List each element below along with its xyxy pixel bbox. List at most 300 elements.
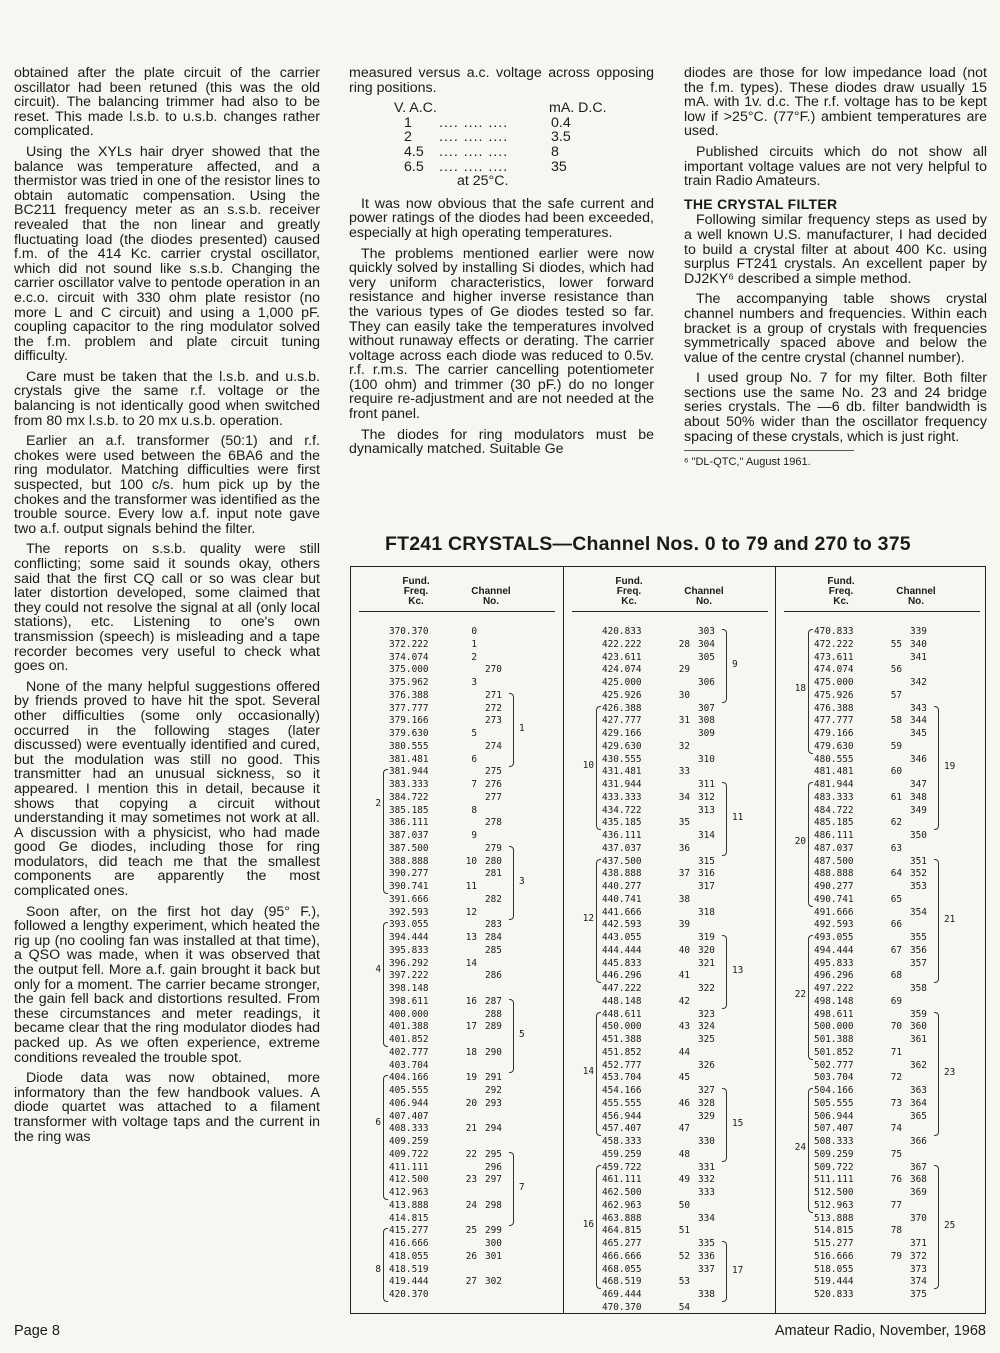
channel-number: 311 bbox=[698, 779, 715, 790]
crystal-frequency: 485.185 bbox=[814, 817, 854, 829]
channel-number: 57 bbox=[890, 689, 902, 701]
crystal-frequency: 381.944 bbox=[389, 766, 429, 778]
crystal-frequency: 438.888 bbox=[602, 868, 642, 880]
crystal-frequency: 469.444 bbox=[602, 1289, 642, 1300]
channel-number: 58 bbox=[890, 715, 902, 727]
channel-number: 290 bbox=[485, 1046, 502, 1058]
crystal-frequency: 459.259 bbox=[602, 1148, 642, 1160]
group-number: 11 bbox=[732, 811, 744, 823]
crystal-frequency: 436.111 bbox=[602, 830, 642, 841]
crystal-frequency: 396.292 bbox=[389, 957, 429, 969]
channel-number: 8 bbox=[471, 804, 477, 816]
crystal-frequency: 374.074 bbox=[389, 651, 429, 663]
channel-number: 324 bbox=[698, 1021, 715, 1033]
crystal-frequency: 394.444 bbox=[389, 932, 429, 943]
channel-number: 273 bbox=[485, 715, 502, 727]
vac-row bbox=[349, 145, 654, 160]
channel-number: 63 bbox=[890, 842, 902, 854]
group-bracket bbox=[934, 1165, 939, 1290]
channel-number: 78 bbox=[890, 1225, 902, 1237]
crystal-frequency: 453.704 bbox=[602, 1072, 642, 1084]
group-number: 9 bbox=[732, 658, 738, 670]
channel-number: 370 bbox=[910, 1212, 927, 1224]
channel-number: 1 bbox=[471, 638, 477, 650]
crystal-frequency: 454.166 bbox=[602, 1085, 642, 1096]
channel-number: 3 bbox=[471, 677, 477, 688]
channel-number: 59 bbox=[890, 740, 902, 752]
article-paragraph: The accompanying table shows crystal channel numbers and frequencies. Within each bracket is a group of crystals with frequencies symmetrically spaced above and below the value of the centre crystal (channel number). bbox=[684, 291, 987, 366]
crystal-frequency: 379.630 bbox=[389, 728, 429, 739]
crystal-frequency: 502.777 bbox=[814, 1059, 854, 1071]
group-number: 21 bbox=[944, 913, 956, 925]
channel-number: 17 bbox=[465, 1021, 477, 1033]
crystal-frequency: 492.593 bbox=[814, 919, 854, 931]
channel-number: 359 bbox=[910, 1008, 927, 1020]
crystal-frequency: 470.833 bbox=[814, 626, 854, 637]
channel-number: 374 bbox=[910, 1276, 927, 1288]
freq-header-line: Kc. bbox=[621, 596, 637, 607]
crystal-frequency: 476.388 bbox=[814, 702, 854, 714]
channel-number: 46 bbox=[678, 1097, 690, 1109]
crystal-frequency: 375.962 bbox=[389, 677, 429, 688]
channel-number: 371 bbox=[910, 1238, 927, 1249]
crystal-frequency: 513.888 bbox=[814, 1212, 854, 1224]
channel-number: 62 bbox=[890, 817, 902, 829]
crystal-frequency: 448.611 bbox=[602, 1008, 642, 1020]
crystal-frequency: 475.000 bbox=[814, 677, 854, 688]
group-number: 14 bbox=[582, 1065, 594, 1077]
crystal-frequency: 387.037 bbox=[389, 830, 429, 841]
crystal-frequency: 451.388 bbox=[602, 1034, 642, 1045]
channel-number: 336 bbox=[698, 1250, 715, 1262]
channel-number: 26 bbox=[465, 1250, 477, 1262]
channel-number: 14 bbox=[465, 957, 477, 969]
crystal-frequency: 486.111 bbox=[814, 830, 854, 841]
channel-number: 367 bbox=[910, 1161, 927, 1173]
crystal-frequency: 475.926 bbox=[814, 689, 854, 701]
channel-number: 66 bbox=[890, 919, 902, 931]
group-bracket bbox=[934, 859, 939, 984]
group-bracket bbox=[383, 769, 388, 894]
group-number: 20 bbox=[794, 836, 806, 848]
channel-number: 45 bbox=[678, 1072, 690, 1084]
channel-number: 280 bbox=[485, 855, 502, 867]
channel-number: 286 bbox=[485, 970, 502, 982]
freq-header bbox=[806, 577, 876, 607]
crystal-frequency: 490.277 bbox=[814, 881, 854, 892]
channel-number: 72 bbox=[890, 1072, 902, 1084]
crystal-frequency: 427.777 bbox=[602, 715, 642, 727]
crystal-frequency: 512.963 bbox=[814, 1199, 854, 1211]
crystal-frequency: 412.963 bbox=[389, 1187, 429, 1198]
crystal-frequency: 404.166 bbox=[389, 1072, 429, 1084]
channel-number: 35 bbox=[678, 817, 690, 829]
crystal-frequency: 446.296 bbox=[602, 970, 642, 982]
crystal-frequency: 458.333 bbox=[602, 1136, 642, 1147]
group-bracket bbox=[722, 1088, 727, 1162]
crystal-frequency: 413.888 bbox=[389, 1199, 429, 1211]
channel-number: 5 bbox=[471, 728, 477, 739]
freq-header-line: Kc. bbox=[833, 596, 849, 607]
crystal-frequency: 415.277 bbox=[389, 1225, 429, 1237]
channel-number: 344 bbox=[910, 715, 927, 727]
group-number: 25 bbox=[944, 1219, 956, 1231]
crystal-frequency: 414.815 bbox=[389, 1212, 429, 1224]
crystal-frequency: 422.222 bbox=[602, 638, 642, 650]
channel-number: 38 bbox=[678, 893, 690, 905]
channel-number: 49 bbox=[678, 1174, 690, 1186]
crystal-frequency: 437.037 bbox=[602, 842, 642, 854]
crystal-frequency: 402.777 bbox=[389, 1046, 429, 1058]
crystal-frequency: 440.741 bbox=[602, 893, 642, 905]
crystal-frequency: 490.741 bbox=[814, 893, 854, 905]
channel-number: 48 bbox=[678, 1148, 690, 1160]
channel-number: 33 bbox=[678, 766, 690, 778]
channel-number: 71 bbox=[890, 1046, 902, 1058]
channel-number: 292 bbox=[485, 1085, 502, 1096]
channel-number: 364 bbox=[910, 1097, 927, 1109]
freq-header-line: Freq. bbox=[403, 586, 429, 597]
channel-number: 28 bbox=[678, 638, 690, 650]
vac-value: 6.5 bbox=[404, 158, 424, 175]
vac-value: 4.5 bbox=[404, 143, 424, 160]
channel-number: 61 bbox=[890, 791, 902, 803]
article-paragraph: obtained after the plate circuit of the carrier oscillator had been retuned (this was the old circuit). The balancing trimmer had also to be reset. This made l.s.b. to u.s.b. changes rather complicated. bbox=[14, 65, 320, 140]
group-bracket bbox=[722, 935, 727, 1009]
crystal-frequency: 450.000 bbox=[602, 1021, 642, 1033]
channel-number: 296 bbox=[485, 1161, 502, 1173]
channel-header-line: Channel bbox=[896, 586, 936, 597]
channel-header-line: No. bbox=[482, 596, 500, 607]
crystal-frequency: 381.481 bbox=[389, 753, 429, 765]
channel-number: 306 bbox=[698, 677, 715, 688]
channel-number: 79 bbox=[890, 1250, 902, 1262]
article-column-1 bbox=[14, 66, 320, 1150]
channel-number: 56 bbox=[890, 664, 902, 676]
crystal-frequency: 388.888 bbox=[389, 855, 429, 867]
channel-number: 325 bbox=[698, 1034, 715, 1045]
group-bracket bbox=[383, 1228, 388, 1302]
article-column-3 bbox=[684, 66, 987, 470]
crystal-frequency: 442.593 bbox=[602, 919, 642, 931]
publication-footer: Amateur Radio, November, 1968 bbox=[774, 1323, 986, 1339]
crystal-frequency: 425.000 bbox=[602, 677, 642, 688]
channel-number: 309 bbox=[698, 728, 715, 739]
channel-number: 310 bbox=[698, 753, 715, 765]
crystal-frequency: 431.481 bbox=[602, 766, 642, 778]
crystal-frequency: 455.555 bbox=[602, 1097, 642, 1109]
channel-number: 289 bbox=[485, 1021, 502, 1033]
crystal-frequency: 479.630 bbox=[814, 740, 854, 752]
group-bracket bbox=[808, 629, 813, 754]
channel-number: 25 bbox=[465, 1225, 477, 1237]
crystal-frequency: 424.074 bbox=[602, 664, 642, 676]
crystal-frequency: 437.500 bbox=[602, 855, 642, 867]
crystal-frequency: 448.148 bbox=[602, 995, 642, 1007]
group-number: 16 bbox=[582, 1218, 594, 1230]
channel-number: 318 bbox=[698, 906, 715, 918]
crystal-frequency: 443.055 bbox=[602, 932, 642, 943]
crystal-frequency: 398.611 bbox=[389, 995, 429, 1007]
channel-number: 337 bbox=[698, 1263, 715, 1275]
group-number: 19 bbox=[944, 760, 956, 772]
crystal-frequency: 397.222 bbox=[389, 970, 429, 982]
crystal-frequency: 481.481 bbox=[814, 766, 854, 778]
channel-number: 288 bbox=[485, 1008, 502, 1020]
article-paragraph: It was now obvious that the safe current and power ratings of the diodes had been exceeded, especially at high operating temperatures. bbox=[349, 195, 654, 241]
crystal-frequency: 409.259 bbox=[389, 1136, 429, 1147]
crystal-frequency: 519.444 bbox=[814, 1276, 854, 1288]
crystal-frequency: 376.388 bbox=[389, 689, 429, 701]
channel-number: 55 bbox=[890, 638, 902, 650]
channel-number: 358 bbox=[910, 983, 927, 994]
crystal-frequency: 514.815 bbox=[814, 1225, 854, 1237]
channel-number: 354 bbox=[910, 906, 927, 918]
group-bracket bbox=[509, 999, 514, 1073]
crystal-frequency: 507.407 bbox=[814, 1123, 854, 1135]
group-number: 22 bbox=[794, 989, 806, 1001]
crystal-frequency: 512.500 bbox=[814, 1187, 854, 1198]
ma-value: 35 bbox=[551, 158, 567, 175]
channel-number: 333 bbox=[698, 1187, 715, 1198]
crystal-frequency: 392.593 bbox=[389, 906, 429, 918]
crystal-frequency: 420.370 bbox=[389, 1289, 429, 1300]
channel-number: 272 bbox=[485, 702, 502, 714]
channel-header bbox=[461, 587, 521, 607]
channel-number: 304 bbox=[698, 638, 715, 650]
group-bracket bbox=[808, 782, 813, 907]
crystal-frequency: 506.944 bbox=[814, 1110, 854, 1122]
group-bracket bbox=[934, 706, 939, 831]
crystal-frequency: 503.704 bbox=[814, 1072, 854, 1084]
article-paragraph: Care must be taken that the l.s.b. and u.s.b. crystals give the same r.f. voltage or the balancing is not identically good when switched from 80 mx l.s.b. to 20 mx u.s.b. operation. bbox=[14, 368, 320, 429]
group-number: 3 bbox=[519, 875, 525, 887]
channel-number: 308 bbox=[698, 715, 715, 727]
crystal-frequency: 505.555 bbox=[814, 1097, 854, 1109]
crystal-frequency: 491.666 bbox=[814, 906, 854, 918]
channel-number: 2 bbox=[471, 651, 477, 663]
crystal-frequency: 494.444 bbox=[814, 944, 854, 956]
vac-header-vac: V. A.C. bbox=[394, 100, 437, 117]
channel-number: 342 bbox=[910, 677, 927, 688]
crystal-frequency: 451.852 bbox=[602, 1046, 642, 1058]
group-bracket bbox=[722, 629, 727, 703]
channel-number: 278 bbox=[485, 817, 502, 829]
freq-header-line: Kc. bbox=[408, 596, 424, 607]
channel-number: 40 bbox=[678, 944, 690, 956]
crystal-frequency: 379.166 bbox=[389, 715, 429, 727]
group-bracket bbox=[722, 1241, 727, 1302]
channel-number: 6 bbox=[471, 753, 477, 765]
vac-row bbox=[349, 130, 654, 145]
crystal-frequency: 372.222 bbox=[389, 638, 429, 650]
channel-header bbox=[674, 587, 734, 607]
col3-intro: diodes are those for low impedance load (not the f.m. types). These diodes draw usually 15 mA. with 1v. d.c. The r.f. voltage has to be kept low if >25°C. (77°F.) ambient temperatures are used. bbox=[684, 65, 987, 140]
crystal-frequency: 477.777 bbox=[814, 715, 854, 727]
crystal-frequency: 412.500 bbox=[389, 1174, 429, 1186]
crystal-frequency: 440.277 bbox=[602, 881, 642, 892]
channel-header-line: No. bbox=[907, 596, 925, 607]
crystal-frequency: 370.370 bbox=[389, 626, 429, 637]
group-bracket bbox=[383, 1075, 388, 1200]
crystal-frequency: 375.000 bbox=[389, 664, 429, 676]
article-paragraph: Earlier an a.f. transformer (50:1) and r.f. chokes were used between the 6BA6 and the ring modulator. Matching difficulties were first suspected, but 100 c/s. hum pick up by the chokes and the transformer was identified as the trouble source. Every low a.f. input note gave two a.f. output signals behind the filter. bbox=[14, 433, 320, 537]
channel-number: 271 bbox=[485, 689, 502, 701]
crystal-frequency: 435.185 bbox=[602, 817, 642, 829]
crystal-frequency: 479.166 bbox=[814, 728, 854, 739]
channel-number: 331 bbox=[698, 1161, 715, 1173]
channel-number: 323 bbox=[698, 1008, 715, 1020]
channel-header-line: Channel bbox=[684, 586, 724, 597]
channel-number: 355 bbox=[910, 932, 927, 943]
leader-dots: .... .... .... bbox=[439, 143, 509, 160]
channel-number: 353 bbox=[910, 881, 927, 892]
channel-number: 21 bbox=[465, 1123, 477, 1135]
group-bracket bbox=[596, 706, 601, 831]
channel-number: 287 bbox=[485, 995, 502, 1007]
channel-number: 369 bbox=[910, 1187, 927, 1198]
crystal-column bbox=[775, 567, 988, 1313]
article-paragraph: Diode data was now obtained, more informatory than the few handbook values. A diode quartet was attached to a filament transformer with voltage taps and the current in the ring was bbox=[14, 1070, 320, 1145]
article-paragraph: Soon after, on the first hot day (95° F.), followed a lengthy experiment, which heated the rig up (no cooling fan was installed at that time), a QSO was made, when it was observed that the output fell. More a.f. gain brought it back but only for a moment. The carrier became stronger, the gain fell back and distortions resulted. From these circumstances and meter readings, it became clear that the ring modulator diodes had packed up. As we often experience, extreme conditions revealed the trouble spot. bbox=[14, 903, 320, 1066]
crystal-frequency: 515.277 bbox=[814, 1238, 854, 1249]
channel-number: 327 bbox=[698, 1085, 715, 1096]
channel-number: 317 bbox=[698, 881, 715, 892]
leader-dots: .... .... .... bbox=[439, 114, 509, 131]
vac-table bbox=[349, 101, 654, 189]
col2-intro: measured versus a.c. voltage across opposing ring positions. bbox=[349, 65, 654, 96]
article-paragraph: The diodes for ring modulators must be dynamically matched. Suitable Ge bbox=[349, 426, 654, 458]
channel-number: 39 bbox=[678, 919, 690, 931]
crystal-frequency: 493.055 bbox=[814, 932, 854, 943]
channel-number: 42 bbox=[678, 995, 690, 1007]
group-number: 13 bbox=[732, 964, 744, 976]
channel-number: 12 bbox=[465, 906, 477, 918]
group-bracket bbox=[808, 1088, 813, 1213]
crystal-frequency: 463.888 bbox=[602, 1212, 642, 1224]
channel-number: 372 bbox=[910, 1250, 927, 1262]
channel-number: 281 bbox=[485, 868, 502, 880]
crystal-frequency: 409.722 bbox=[389, 1148, 429, 1160]
channel-number: 76 bbox=[890, 1174, 902, 1186]
group-bracket bbox=[934, 1012, 939, 1137]
channel-number: 322 bbox=[698, 983, 715, 994]
channel-number: 69 bbox=[890, 995, 902, 1007]
vac-row bbox=[349, 116, 654, 131]
crystal-frequency: 401.388 bbox=[389, 1021, 429, 1033]
group-number: 2 bbox=[375, 798, 381, 810]
vac-temp: at 25°C. bbox=[457, 173, 509, 190]
crystal-frequency: 430.555 bbox=[602, 753, 642, 765]
article-paragraph: I used group No. 7 for my filter. Both filter sections use the same No. 23 and 24 bridge series crystals. The —6 db. filter bandwidth is about 50% wider than the oscillator frequency spacing of these crystals, which is just right. bbox=[684, 370, 987, 445]
channel-number: 347 bbox=[910, 779, 927, 790]
group-number: 15 bbox=[732, 1117, 744, 1129]
group-bracket bbox=[722, 782, 727, 856]
footnote: ⁶ "DL-QTC," August 1961. bbox=[684, 450, 854, 470]
group-number: 7 bbox=[519, 1181, 525, 1193]
col3-paragraph: Published circuits which do not show all important voltage values are not very helpful to train Radio Amateurs. bbox=[684, 143, 987, 190]
channel-number: 360 bbox=[910, 1021, 927, 1033]
crystal-frequency: 456.944 bbox=[602, 1110, 642, 1122]
channel-number: 9 bbox=[471, 830, 477, 841]
crystal-frequency: 484.722 bbox=[814, 804, 854, 816]
crystal-frequency: 406.944 bbox=[389, 1097, 429, 1109]
channel-number: 295 bbox=[485, 1148, 502, 1160]
channel-number: 18 bbox=[465, 1046, 477, 1058]
channel-number: 32 bbox=[678, 740, 690, 752]
freq-header-line: Fund. bbox=[827, 576, 855, 587]
channel-header-line: No. bbox=[695, 596, 713, 607]
crystal-frequency: 452.777 bbox=[602, 1059, 642, 1071]
crystal-frequency: 384.722 bbox=[389, 791, 429, 803]
crystal-frequency: 401.852 bbox=[389, 1034, 429, 1045]
crystal-frequency: 466.666 bbox=[602, 1250, 642, 1262]
crystal-frequency: 473.611 bbox=[814, 651, 854, 663]
channel-number: 341 bbox=[910, 651, 927, 663]
crystal-frequency: 403.704 bbox=[389, 1059, 429, 1071]
crystal-frequency: 518.055 bbox=[814, 1263, 854, 1275]
crystal-frequency: 386.111 bbox=[389, 817, 429, 829]
crystal-frequency: 508.333 bbox=[814, 1136, 854, 1147]
group-bracket bbox=[596, 1012, 601, 1137]
crystal-frequency: 462.500 bbox=[602, 1187, 642, 1198]
article-paragraph: None of the many helpful suggestions offered by friends proved to have hit the spot. Several other difficulties (some only occasionally) occurred in the following stages (later discussed) were eventually identified and cured, but the modulation was still no good. This transmitter had an unusual sickness, so it appeared. I mention this in detail, because it shows that copying a circuit without understanding it may sometimes not work at all. A discussion with a physicist, who had made good Ge diodes, including those for ring modulators, did teach me that the smallest components are apparently the most complicated ones. bbox=[14, 678, 320, 900]
channel-number: 52 bbox=[678, 1250, 690, 1262]
channel-number: 19 bbox=[465, 1072, 477, 1084]
freq-header-line: Fund. bbox=[402, 576, 430, 587]
channel-number: 65 bbox=[890, 893, 902, 905]
crystal-frequency: 425.926 bbox=[602, 689, 642, 701]
freq-header-line: Freq. bbox=[616, 586, 642, 597]
crystal-frequency: 509.259 bbox=[814, 1148, 854, 1160]
channel-number: 285 bbox=[485, 944, 502, 956]
crystal-frequency: 434.722 bbox=[602, 804, 642, 816]
crystal-frequency: 520.833 bbox=[814, 1289, 854, 1300]
channel-number: 305 bbox=[698, 651, 715, 663]
header-rule bbox=[359, 611, 555, 612]
crystal-frequency: 496.296 bbox=[814, 970, 854, 982]
channel-number: 54 bbox=[678, 1301, 690, 1313]
group-bracket bbox=[596, 1165, 601, 1290]
channel-number: 297 bbox=[485, 1174, 502, 1186]
channel-number: 300 bbox=[485, 1238, 502, 1249]
channel-number: 276 bbox=[485, 779, 502, 790]
channel-number: 274 bbox=[485, 740, 502, 752]
group-number: 5 bbox=[519, 1028, 525, 1040]
channel-number: 277 bbox=[485, 791, 502, 803]
crystal-frequency: 497.222 bbox=[814, 983, 854, 994]
freq-header-line: Fund. bbox=[615, 576, 643, 587]
channel-number: 75 bbox=[890, 1148, 902, 1160]
channel-number: 366 bbox=[910, 1136, 927, 1147]
channel-number: 36 bbox=[678, 842, 690, 854]
crystal-table bbox=[350, 566, 986, 1314]
crystal-frequency: 407.407 bbox=[389, 1110, 429, 1122]
channel-number: 343 bbox=[910, 702, 927, 714]
channel-header bbox=[886, 587, 946, 607]
channel-number: 330 bbox=[698, 1136, 715, 1147]
ma-value: 8 bbox=[551, 143, 559, 160]
channel-number: 340 bbox=[910, 638, 927, 650]
channel-number: 73 bbox=[890, 1097, 902, 1109]
ma-value: 3.5 bbox=[551, 129, 571, 146]
channel-number: 335 bbox=[698, 1238, 715, 1249]
channel-number: 375 bbox=[910, 1289, 927, 1300]
channel-number: 319 bbox=[698, 932, 715, 943]
article-paragraph: Using the XYLs hair dryer showed that the balance was temperature affected, and a thermistor was tried in one of the resistor lines to obtain automatic compensation. Using the BC211 frequency meter as an s.s.b. receiver revealed that the non linear and greatly fluctuating load (the diodes presented) caused f.m. of the 414 Kc. carrier crystal oscillator, which did not sound like s.s.b. Changing the carrier oscillator valve to pentode operation in an e.c.o. circuit with 330 ohm plate resistor (no more L and C circuit) and using a 1,000 pF. coupling capacitor to the ring modulator solved the f.m. problem and plate circuit tuning difficulty. bbox=[14, 143, 320, 365]
ma-value: 0.4 bbox=[551, 114, 571, 131]
crystal-frequency: 390.741 bbox=[389, 881, 429, 892]
